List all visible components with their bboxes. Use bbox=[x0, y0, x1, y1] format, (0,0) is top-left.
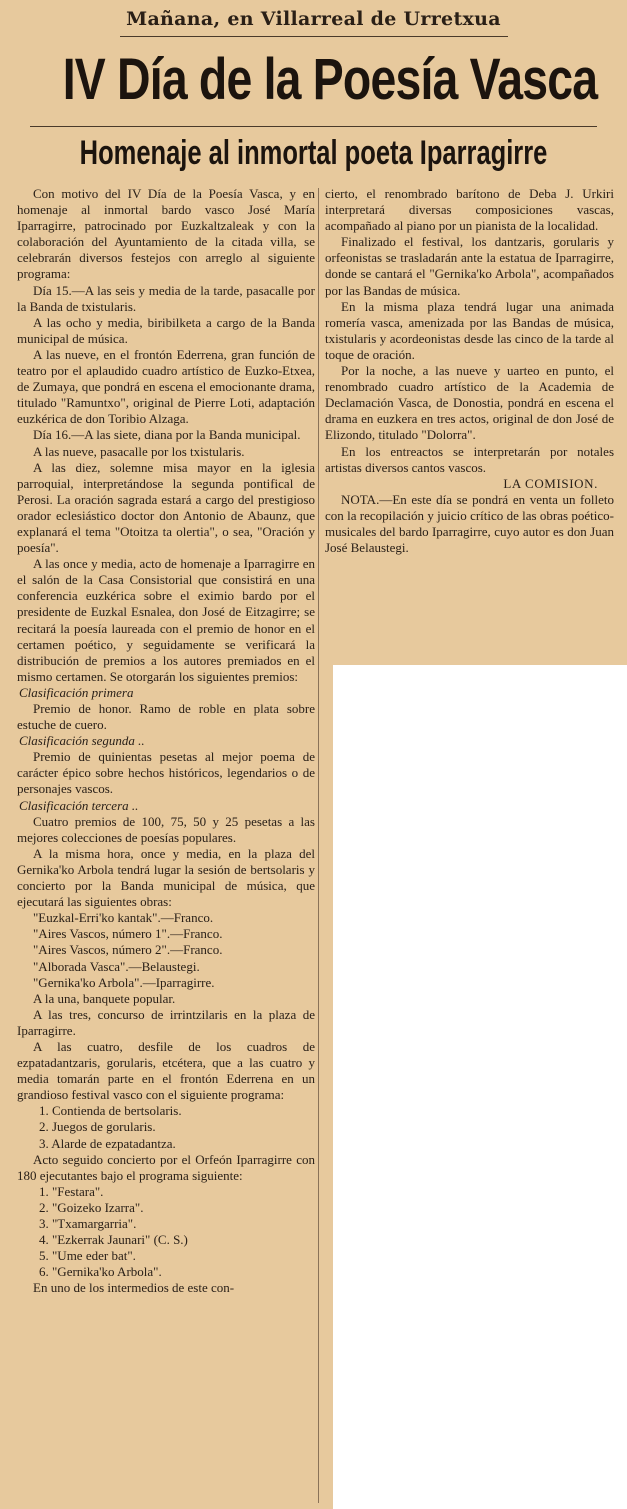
orfeon-program-item: 4. "Ezkerrak Jaunari" (C. S.) bbox=[39, 1232, 188, 1248]
headline-rule bbox=[30, 126, 597, 127]
subheadline: Homenaje al inmortal poeta Iparragirre bbox=[79, 134, 548, 172]
prize-description: Premio de honor. Ramo de roble en plata sobre estuche de cuero. bbox=[17, 701, 315, 733]
prize-description: Cuatro premios de 100, 75, 50 y 25 pesetas a las mejores colecciones de poesías populares. bbox=[17, 813, 315, 845]
signature: LA COMISION. bbox=[503, 475, 598, 491]
music-work-item: "Euzkal-Erri'ko kantak".—Franco. bbox=[33, 910, 214, 926]
headline: IV Día de la Poesía Vasca bbox=[62, 47, 598, 112]
music-work-item: "Gernika'ko Arbola".—Iparragirre. bbox=[33, 974, 215, 990]
prize-category-title: Clasificación tercera .. bbox=[19, 797, 139, 813]
paragraph: Acto seguido concierto por el Orfeón Iparragirre con 180 ejecutantes bajo el programa siguiente: bbox=[17, 1151, 315, 1183]
paragraph: En la misma plaza tendrá lugar una animada romería vasca, amenizada por las Bandas de música, txistularis y acordeonistas desde las cinco de la tarde al toque de oración. bbox=[325, 298, 614, 362]
music-work-item: "Aires Vascos, número 2".—Franco. bbox=[33, 942, 223, 958]
paragraph: A las once y media, acto de homenaje a Iparragirre en el salón de la Casa Consistorial que consistirá en una conferencia euzkérica sobre el eximio bardo por el presidente de Euzkal Esnalea, don José de Eitzagirre; se recitará la poesía laureada con el premio de honor en el certamen poético, y seguidamente se verificará la distribución de premios a los autores premiados en el mismo certamen. Se otorgarán los siguientes premios: bbox=[17, 556, 315, 684]
prize-category-title: Clasificación segunda .. bbox=[19, 733, 145, 749]
paragraph: Con motivo del IV Día de la Poesía Vasca, y en homenaje al inmortal bardo vasco José María Iparragirre, patrocinado por Euzkaltzaleak y con la colaboración del Ayuntamiento de la citada villa, se celebrarán diversos festejos con arreglo al siguiente programa: bbox=[17, 186, 315, 282]
orfeon-program-item: 3. "Txamargarria". bbox=[39, 1216, 137, 1231]
paragraph: Finalizado el festival, los dantzaris, gorularis y orfeonistas se trasladarán ante la estatua de Iparragirre, donde se cantará el "Gernika'ko Arbola", acompañados por las Bandas de música. bbox=[325, 234, 614, 298]
music-work-item: "Alborada Vasca".—Belaustegi. bbox=[33, 958, 200, 974]
blank-margin bbox=[333, 665, 627, 1509]
paragraph: A la misma hora, once y media, en la plaza del Gernika'ko Arbola tendrá lugar la sesión de bertsolaris y concierto por la Banda municipal de música, que ejecutará las siguientes obras: bbox=[17, 845, 315, 910]
paragraph: cierto, el renombrado barítono de Deba J. Urkiri interpretará diversas composiciones vascas, acompañado al piano por un pianista de la localidad. bbox=[325, 186, 614, 234]
paragraph: A las diez, solemne misa mayor en la iglesia parroquial, interpretándose la segunda pontifical de Perosi. La oración sagrada estará a cargo del prestigioso orador eclesiástico doctor don Antonio de Abaunz, que explanará el tema "Otoitza ta olertia", o sea, "Oración y poesía". bbox=[17, 459, 315, 556]
paragraph: A las cuatro, desfile de los cuadros de ezpatadantzaris, gorularis, etcétera, que a las cuatro y media tomarán parte en el frontón Ederrena en un grandioso festival vasco con el siguiente programa: bbox=[17, 1038, 315, 1103]
paragraph: Día 16.—A las siete, diana por la Banda municipal. bbox=[33, 427, 301, 443]
paragraph: Día 15.—A las seis y media de la tarde, pasacalle por la Banda de txistularis. bbox=[17, 282, 315, 314]
paragraph: Por la noche, a las nueve y uarteo en punto, el renombrado cuadro artístico de la Academia de Declamación Vasca, de Donostia, pondrá en escena el drama en euzkera en tres actos, original de don José de Elizondo, titulado "Dolorra". bbox=[325, 363, 614, 443]
festival-program-item: 3. Alarde de ezpatadantza. bbox=[39, 1135, 176, 1151]
paragraph: A las nueve, en el frontón Ederrena, gran función de teatro por el aplaudido cuadro artístico de Euzko-Etxea, de Zumaya, que pondrá en escena el emocionante drama, titulado "Ramuntxo", original de Pierre Loti, adaptación euzkérica de don Toribio Alzaga. bbox=[17, 346, 315, 427]
column-divider bbox=[318, 188, 319, 1503]
paragraph: A las nueve, pasacalle por los txistularis. bbox=[33, 443, 245, 459]
article-column-2 bbox=[325, 186, 614, 556]
kicker-rule bbox=[120, 36, 508, 37]
paragraph: En uno de los intermedios de este con- bbox=[33, 1280, 235, 1296]
orfeon-program-item: 2. "Goizeko Izarra". bbox=[39, 1199, 144, 1215]
music-work-item: "Aires Vascos, número 1".—Franco. bbox=[33, 926, 223, 942]
paragraph: A las ocho y media, biribilketa a cargo de la Banda municipal de música. bbox=[17, 314, 315, 346]
paragraph: En los entreactos se interpretarán por notales artistas diversos cantos vascos. bbox=[325, 443, 614, 475]
kicker-title: Mañana, en Villarreal de Urretxua bbox=[126, 8, 501, 30]
prize-description: Premio de quinientas pesetas al mejor poema de carácter épico sobre hechos históricos, legendarios o de personajes vascos. bbox=[17, 749, 315, 797]
orfeon-program-item: 1. "Festara". bbox=[39, 1183, 104, 1199]
orfeon-program-item: 5. "Ume eder bat". bbox=[39, 1248, 136, 1264]
paragraph: A la una, banquete popular. bbox=[33, 990, 176, 1006]
paragraph: A las tres, concurso de irrintzilaris en la plaza de Iparragirre. bbox=[17, 1006, 315, 1038]
festival-program-item: 2. Juegos de gorularis. bbox=[39, 1119, 156, 1135]
festival-program-item: 1. Contienda de bertsolaris. bbox=[39, 1103, 182, 1119]
article-column-1 bbox=[17, 186, 315, 1296]
note-paragraph: NOTA.—En este día se pondrá en venta un folleto con la recopilación y juicio crítico de las obras poético-musicales del bardo Iparragirre, cuyo autor es don Juan José Belaustegi. bbox=[325, 491, 614, 556]
orfeon-program-item: 6. "Gernika'ko Arbola". bbox=[39, 1264, 162, 1280]
prize-category-title: Clasificación primera bbox=[19, 684, 134, 700]
